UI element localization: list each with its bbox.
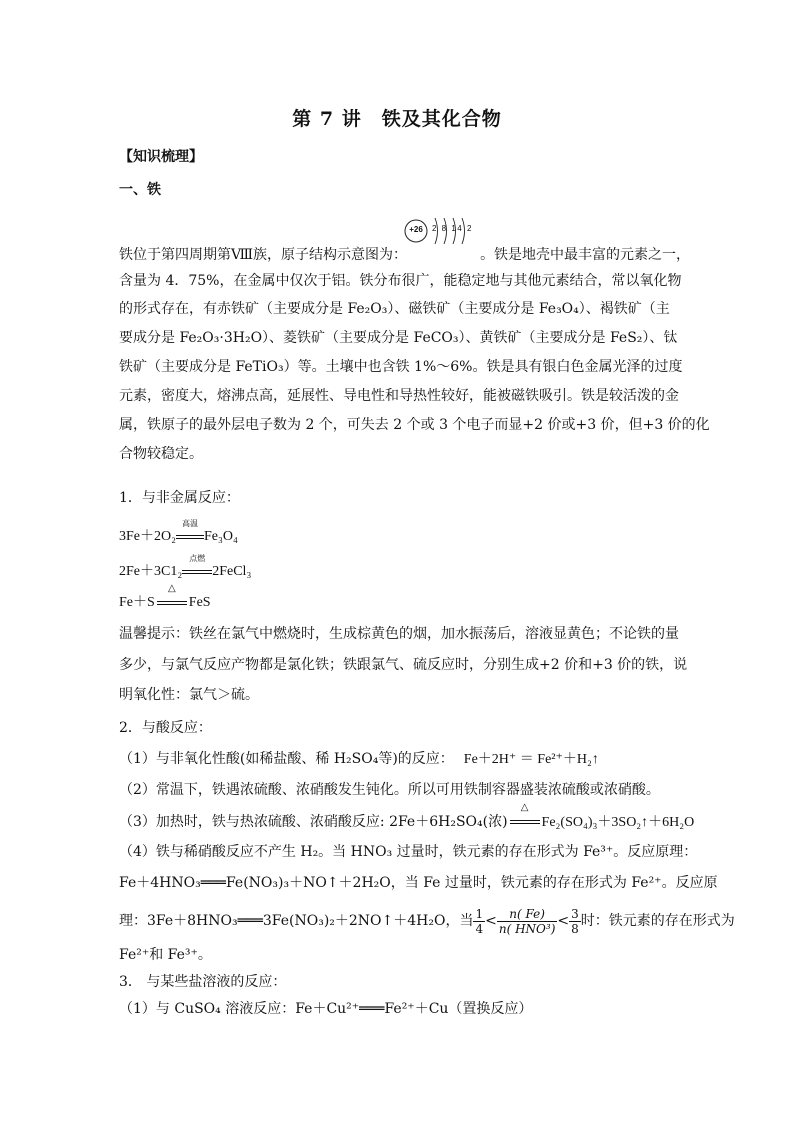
- electron-shells: 2 8 14 2: [432, 224, 473, 233]
- reaction-condition: 高温: [182, 519, 198, 528]
- acid-para-2: （2）常温下，铁遇浓硫酸、浓硝酸发生钝化。所以可用铁制容器盛装浓硫酸或浓硝酸。: [119, 782, 660, 798]
- intro-line-2: 含量为 4．75%，在金属中仅次于铝。铁分布很广，能稳定地与其他元素结合，常以氧化物: [119, 273, 682, 289]
- intro-line-4: 要成分是 Fe₂O₃·3H₂O）、菱铁矿（主要成分是 FeCO₃）、黄铁矿（主要成分是 FeS₂）、钛: [119, 330, 678, 346]
- tip-line-1: 温馨提示：铁丝在氯气中燃烧时，生成棕黄色的烟，加水振荡后，溶液显黄色；不论铁的量: [119, 626, 679, 642]
- acid-para-1-text: （1）与非氧化性酸(如稀盐酸、稀 H₂SO₄等)的反应：: [119, 751, 454, 767]
- reaction-rhs: FeS: [188, 595, 211, 610]
- acid-para-3: [119, 802, 695, 832]
- atom-structure-diagram: [404, 214, 474, 250]
- reaction-lhs: 2Fe＋3C1₂: [119, 564, 183, 579]
- fraction-three-eighths: $\frac{3}{8}$: [571, 906, 579, 936]
- heat-symbol: △: [167, 583, 176, 594]
- acid-para-4: （4）铁与稀硝酸反应不产生 H₂。当 HNO₃ 过量时，铁元素的存在形式为 Fe³⁺。反应原理：: [119, 844, 698, 860]
- tip-line-2: 多少，与氯气反应产物都是氯化铁；铁跟氯气、硫反应时，分别生成+2 价和+3 价的铁，说: [119, 657, 688, 673]
- acid-para-7: Fe²⁺和 Fe³⁺。: [119, 947, 212, 963]
- tip-line-3: 明氧化性：氯气＞硫。: [119, 687, 259, 703]
- intro-line-7: 属，铁原子的最外层电子数为 2 个，可失去 2 个或 3 个电子而显+2 价或+3 价，但+3 价的化: [119, 417, 710, 433]
- acid-para-6-text: 理：3Fe＋8HNO₃═══3Fe(NO₃)₂＋2NO↑＋4H₂O，当: [119, 913, 474, 929]
- intro-line-1b: 。铁是地壳中最丰富的元素之一，: [480, 247, 691, 263]
- heading-nonmetal: 1．与非金属反应：: [119, 490, 240, 506]
- heading-iron: 一、铁: [119, 182, 161, 198]
- acid-para-5: Fe＋4HNO₃═══Fe(NO₃)₃＋NO↑＋2H₂O，当 Fe 过量时，铁元素的存在形式为 Fe²⁺。反应原: [119, 875, 718, 891]
- acid-para-1: [119, 750, 599, 769]
- less-than-sign: <: [557, 913, 570, 929]
- acid-para-3-products: Fe₂(SO₄)₃＋3SO₂↑＋6H₂O: [541, 815, 695, 830]
- intro-line-1a: 铁位于第四周期第Ⅷ族，原子结构示意图为：: [119, 247, 408, 263]
- reaction-rhs: Fe₃O₄: [204, 529, 238, 544]
- reaction-condition: 点燃: [189, 554, 206, 563]
- reaction-rhs: 2FeCl₃: [212, 564, 252, 579]
- reaction-fe-s: [119, 583, 211, 612]
- acid-para-3-text: （3）加热时，铁与热浓硫酸、浓硝酸反应: 2Fe＋6H₂SO₄(浓): [119, 814, 508, 830]
- intro-line-6: 元素，密度大，熔沸点高，延展性、导电性和导热性较好，能被磁铁吸引。铁是较活泼的金: [119, 388, 679, 404]
- intro-line-8: 合物较稳定。: [119, 446, 203, 462]
- reaction-lhs: 3Fe＋2O₂: [119, 529, 176, 544]
- less-than-sign: <: [485, 913, 497, 929]
- nucleus-charge: +26: [409, 225, 423, 234]
- heading-salt: 3． 与某些盐溶液的反应：: [119, 974, 287, 990]
- heat-symbol: △: [520, 802, 529, 813]
- fraction-one-quarter: $\frac{1}{4}$: [475, 906, 484, 936]
- section-tag: 【知识梳理】: [119, 149, 203, 165]
- reaction-lhs: Fe＋S: [119, 595, 155, 610]
- acid-para-6: [119, 906, 735, 936]
- reaction-fe-cl2: [119, 554, 252, 581]
- salt-para-1: （1）与 CuSO₄ 溶液反应：Fe＋Cu²⁺═══Fe²⁺＋Cu（置换反应）: [119, 1001, 533, 1017]
- heading-acid: 2．与酸反应：: [119, 720, 212, 736]
- acid-para-1-equation: Fe＋2H⁺ ＝ Fe²⁺＋H₂↑: [463, 752, 599, 767]
- fraction-n-fe-over-n-hno3: $\frac{n( Fe)}{\text{n( HNO³)}}$: [498, 906, 556, 936]
- acid-para-6-tail: 时：铁元素的存在形式为: [580, 913, 735, 929]
- page-title: 第 7 讲 铁及其化合物: [292, 108, 502, 130]
- intro-line-3: 的形式存在，有赤铁矿（主要成分是 Fe₂O₃）、磁铁矿（主要成分是 Fe₃O₄）、褐铁矿（主: [119, 301, 670, 317]
- intro-line-5: 铁矿（主要成分是 FeTiO₃）等。土壤中也含铁 1%～6%。铁是具有银白色金属光泽的过度: [119, 359, 683, 375]
- reaction-fe-o2: [119, 519, 238, 546]
